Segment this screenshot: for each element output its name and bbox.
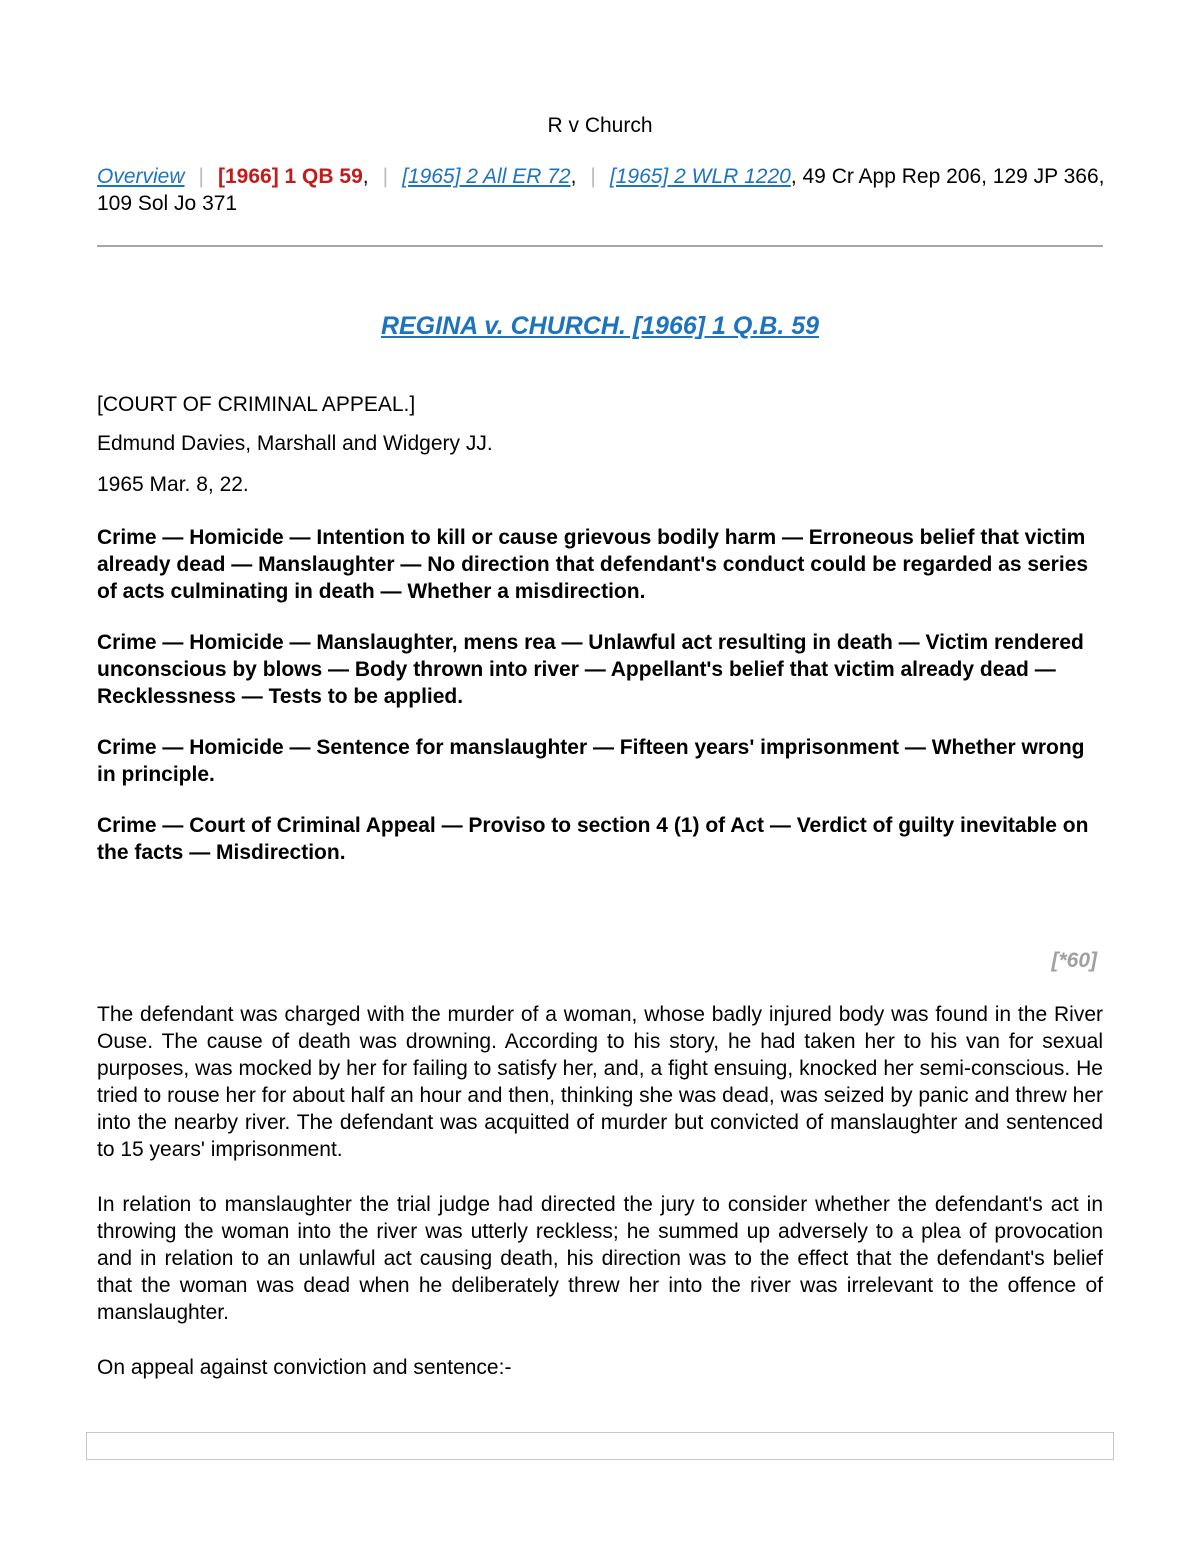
- document-header-title: R v Church: [547, 114, 653, 137]
- headnote-paragraph: In relation to manslaughter the trial judge had directed the jury to consider whether the defendant's act in throwing the woman into the river was utterly reckless; he summed up adversely to a plea of provocation and in relation to an unlawful act causing death, his direction was to the effect that the defendant's belief that the woman was dead when he deliberately threw her into the river was irrelevant to the offence of manslaughter.: [97, 1193, 1103, 1324]
- court-name: [COURT OF CRIMINAL APPEAL.]: [97, 393, 416, 416]
- citation-bar: [97, 163, 1107, 217]
- citation-separator: |: [198, 165, 204, 188]
- catchword-paragraph: Crime — Homicide — Manslaughter, mens rea — Unlawful act resulting in death — Victim rendered unconscious by blows — Body thrown into river — Appellant's belief that victim already dead — Recklessness — Tests to be applied.: [97, 631, 1084, 708]
- citation-separator: |: [590, 165, 596, 188]
- page-marker: [*60]: [1051, 949, 1097, 972]
- header-divider: [97, 245, 1103, 247]
- citation-comma: ,: [570, 165, 577, 188]
- catchword-paragraph: Crime — Homicide — Intention to kill or cause grievous bodily harm — Erroneous belief that victim already dead — Manslaughter — No direction that defendant's conduct could be regarded as series of acts culminating in death — Whether a misdirection.: [97, 526, 1089, 603]
- case-title-link[interactable]: REGINA v. CHURCH. [1966] 1 Q.B. 59: [380, 312, 820, 340]
- all-er-citation-link[interactable]: [1965] 2 All ER 72: [402, 165, 571, 188]
- overview-link[interactable]: Overview: [97, 165, 185, 188]
- catchword-paragraph: Crime — Homicide — Sentence for manslaughter — Fifteen years' imprisonment — Whether wrong in principle.: [97, 736, 1085, 786]
- footer-box: [86, 1432, 1114, 1460]
- hearing-date: 1965 Mar. 8, 22.: [97, 473, 249, 496]
- headnote-paragraph: The defendant was charged with the murder of a woman, whose badly injured body was found in the River Ouse. The cause of death was drowning. According to his story, he had taken her to his van for sexual purposes, was mocked by her for failing to satisfy her, and, a fight ensuing, knocked her semi-conscious. He tried to rouse her for about half an hour and then, thinking she was dead, was seized by panic and threw her into the nearby river. The defendant was acquitted of murder but convicted of manslaughter and sentenced to 15 years' imprisonment.: [97, 1003, 1103, 1161]
- citation-comma: ,: [362, 165, 369, 188]
- primary-citation: [1966] 1 QB 59: [218, 165, 363, 188]
- other-citations: , 49 Cr App Rep 206, 129 JP 366, 109 Sol Jo 371: [97, 165, 1105, 215]
- citation-separator: |: [382, 165, 389, 188]
- headnote-paragraph: On appeal against conviction and sentence:-: [97, 1356, 512, 1379]
- judges-line: Edmund Davies, Marshall and Widgery JJ.: [97, 432, 493, 455]
- wlr-citation-link[interactable]: [1965] 2 WLR 1220: [609, 165, 791, 188]
- catchword-paragraph: Crime — Court of Criminal Appeal — Proviso to section 4 (1) of Act — Verdict of guilty inevitable on the facts — Misdirection.: [97, 814, 1089, 864]
